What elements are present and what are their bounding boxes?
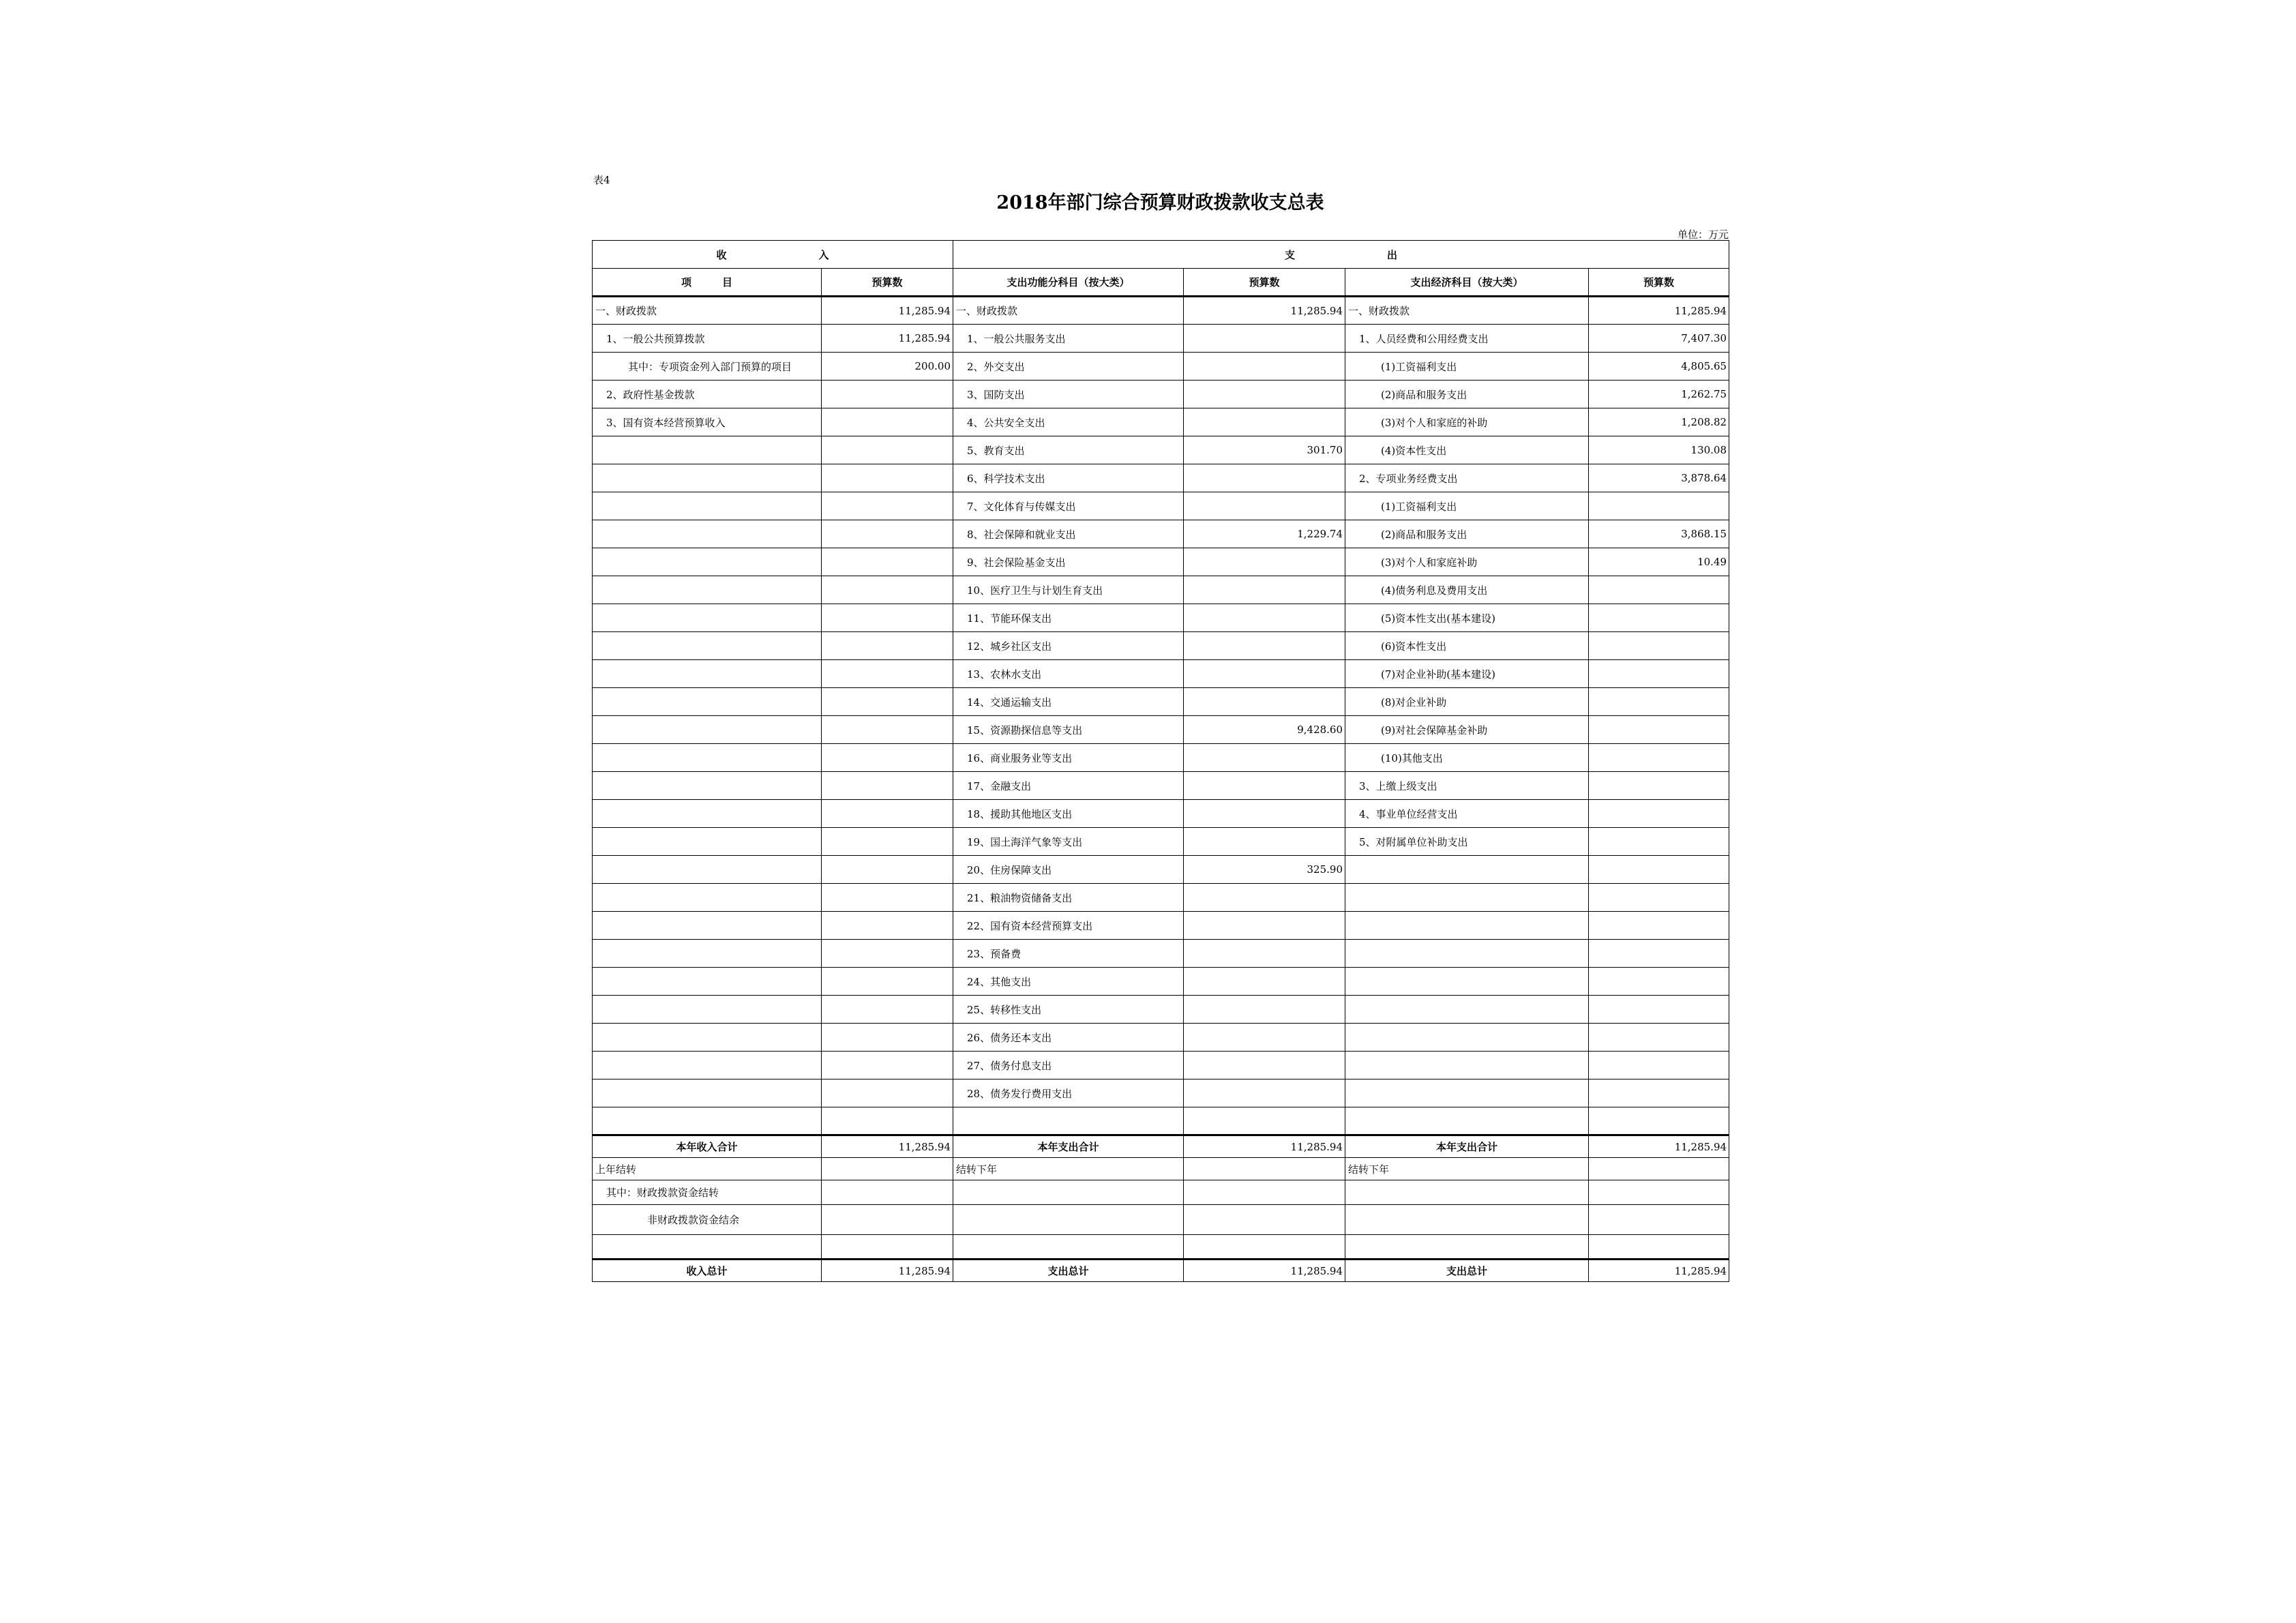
econ-budget-value: 4,805.65 — [1589, 353, 1729, 381]
income-item-name — [593, 660, 822, 688]
func-item-name: 16、商业服务业等支出 — [953, 744, 1184, 772]
income-item-name: 1、一般公共预算拨款 — [593, 325, 822, 353]
income-budget-value — [822, 800, 953, 828]
budget-table-body — [593, 241, 1729, 1282]
func-item-name: 一、财政拨款 — [953, 297, 1184, 325]
table-label: 表4 — [593, 174, 610, 186]
func-item-name: 25、转移性支出 — [953, 996, 1184, 1024]
carryover-row — [593, 1158, 1729, 1180]
econ-item-name — [1345, 1079, 1589, 1107]
table-row — [593, 912, 1729, 940]
carry-income-value — [822, 1235, 953, 1260]
income-item-name — [593, 548, 822, 576]
econ-item-name: (6)资本性支出 — [1345, 632, 1589, 660]
page-title: 2018年部门综合预算财政拨款收支总表 — [996, 192, 1324, 213]
econ-item-name — [1345, 996, 1589, 1024]
income-budget-value — [822, 604, 953, 632]
table-row — [593, 940, 1729, 968]
econ-budget-value — [1589, 828, 1729, 856]
func-item-name: 19、国土海洋气象等支出 — [953, 828, 1184, 856]
income-item-name — [593, 604, 822, 632]
table-row — [593, 1079, 1729, 1107]
income-item-name: 其中：专项资金列入部门预算的项目 — [593, 353, 822, 381]
func-budget-value — [1184, 688, 1345, 716]
econ-item-name: (7)对企业补助(基本建设) — [1345, 660, 1589, 688]
carryover-row — [593, 1235, 1729, 1260]
table-row — [593, 744, 1729, 772]
income-item-name: 2、政府性基金拨款 — [593, 381, 822, 408]
func-budget-value — [1184, 1024, 1345, 1052]
func-budget-value — [1184, 660, 1345, 688]
table-row — [593, 800, 1729, 828]
table-row — [593, 492, 1729, 520]
econ-budget-value — [1589, 1079, 1729, 1107]
func-item-name: 15、资源勘探信息等支出 — [953, 716, 1184, 744]
section-header-row — [593, 241, 1729, 269]
carry-func-value — [1184, 1235, 1345, 1260]
carry-income-name: 其中：财政拨款资金结转 — [593, 1180, 822, 1205]
income-budget-value — [822, 381, 953, 408]
func-item-name: 28、债务发行费用支出 — [953, 1079, 1184, 1107]
table-row — [593, 660, 1729, 688]
carry-func-name — [953, 1180, 1184, 1205]
income-budget-value — [822, 856, 953, 884]
econ-budget-value — [1589, 1107, 1729, 1135]
table-row — [593, 884, 1729, 912]
func-budget-value — [1184, 1107, 1345, 1135]
income-budget-value — [822, 688, 953, 716]
econ-item-name: (2)商品和服务支出 — [1345, 520, 1589, 548]
econ-subtotal-value: 11,285.94 — [1589, 1135, 1729, 1158]
econ-item-name — [1345, 1024, 1589, 1052]
func-budget-value — [1184, 828, 1345, 856]
income-item-name — [593, 632, 822, 660]
econ-budget-value: 1,262.75 — [1589, 381, 1729, 408]
func-budget-value — [1184, 940, 1345, 968]
carry-econ-value — [1589, 1205, 1729, 1235]
income-budget-value — [822, 996, 953, 1024]
func-budget-value — [1184, 464, 1345, 492]
econ-budget-value — [1589, 1024, 1729, 1052]
income-subtotal-value: 11,285.94 — [822, 1135, 953, 1158]
carry-func-value — [1184, 1158, 1345, 1180]
func-budget-value: 325.90 — [1184, 856, 1345, 884]
econ-item-name: (3)对个人和家庭补助 — [1345, 548, 1589, 576]
carry-econ-name: 结转下年 — [1345, 1158, 1589, 1180]
func-budget-value — [1184, 968, 1345, 996]
func-budget-value — [1184, 604, 1345, 632]
econ-item-name — [1345, 940, 1589, 968]
income-budget-value — [822, 940, 953, 968]
func-budget-value: 9,428.60 — [1184, 716, 1345, 744]
func-budget-value: 11,285.94 — [1184, 297, 1345, 325]
econ-budget-value — [1589, 968, 1729, 996]
income-item-name — [593, 520, 822, 548]
income-item-name — [593, 968, 822, 996]
econ-budget-value — [1589, 884, 1729, 912]
econ-budget-value: 3,868.15 — [1589, 520, 1729, 548]
carryover-row — [593, 1205, 1729, 1235]
econ-budget-value — [1589, 856, 1729, 884]
econ-budget-value — [1589, 772, 1729, 800]
income-budget-value — [822, 912, 953, 940]
income-item-name — [593, 912, 822, 940]
func-budget-value — [1184, 884, 1345, 912]
income-total-label: 收入总计 — [593, 1260, 822, 1282]
col-header-econ-budget: 预算数 — [1589, 269, 1729, 297]
income-budget-value — [822, 520, 953, 548]
econ-budget-value — [1589, 1052, 1729, 1079]
income-budget-value — [822, 716, 953, 744]
func-budget-value: 301.70 — [1184, 436, 1345, 464]
table-row — [593, 856, 1729, 884]
econ-budget-value — [1589, 660, 1729, 688]
func-budget-value: 1,229.74 — [1184, 520, 1345, 548]
func-budget-value — [1184, 1052, 1345, 1079]
income-budget-value — [822, 744, 953, 772]
income-item-name — [593, 1052, 822, 1079]
income-budget-value — [822, 1079, 953, 1107]
income-budget-value — [822, 464, 953, 492]
econ-item-name — [1345, 856, 1589, 884]
func-budget-value — [1184, 632, 1345, 660]
func-item-name: 1、一般公共服务支出 — [953, 325, 1184, 353]
func-item-name: 11、节能环保支出 — [953, 604, 1184, 632]
table-row — [593, 325, 1729, 353]
income-budget-value — [822, 1052, 953, 1079]
income-budget-value — [822, 772, 953, 800]
col-header-func-budget: 预算数 — [1184, 269, 1345, 297]
income-budget-value — [822, 408, 953, 436]
table-row — [593, 576, 1729, 604]
income-item-name — [593, 744, 822, 772]
econ-item-name — [1345, 1052, 1589, 1079]
income-section-header: 收 入 — [593, 241, 953, 269]
econ-item-name: (1)工资福利支出 — [1345, 492, 1589, 520]
income-item-name: 3、国有资本经营预算收入 — [593, 408, 822, 436]
table-row — [593, 548, 1729, 576]
func-subtotal-value: 11,285.94 — [1184, 1135, 1345, 1158]
income-budget-value — [822, 548, 953, 576]
econ-budget-value — [1589, 800, 1729, 828]
func-item-name: 27、债务付息支出 — [953, 1052, 1184, 1079]
func-item-name: 21、粮油物资储备支出 — [953, 884, 1184, 912]
func-budget-value — [1184, 576, 1345, 604]
econ-budget-value: 10.49 — [1589, 548, 1729, 576]
income-item-name — [593, 996, 822, 1024]
carry-income-name — [593, 1235, 822, 1260]
econ-budget-value — [1589, 744, 1729, 772]
func-item-name: 13、农林水支出 — [953, 660, 1184, 688]
income-item-name — [593, 1079, 822, 1107]
income-item-name — [593, 828, 822, 856]
econ-item-name — [1345, 1107, 1589, 1135]
func-budget-value — [1184, 408, 1345, 436]
table-row — [593, 297, 1729, 325]
carry-econ-value — [1589, 1158, 1729, 1180]
econ-item-name: (9)对社会保障基金补助 — [1345, 716, 1589, 744]
func-budget-value — [1184, 325, 1345, 353]
econ-total-label: 支出总计 — [1345, 1260, 1589, 1282]
carry-econ-value — [1589, 1235, 1729, 1260]
carry-func-value — [1184, 1205, 1345, 1235]
budget-table — [592, 240, 1729, 1282]
func-item-name: 2、外交支出 — [953, 353, 1184, 381]
econ-budget-value — [1589, 492, 1729, 520]
func-budget-value — [1184, 548, 1345, 576]
table-row — [593, 1052, 1729, 1079]
func-subtotal-label: 本年支出合计 — [953, 1135, 1184, 1158]
econ-item-name: (1)工资福利支出 — [1345, 353, 1589, 381]
income-item-name — [593, 800, 822, 828]
income-subtotal-label: 本年收入合计 — [593, 1135, 822, 1158]
func-item-name: 6、科学技术支出 — [953, 464, 1184, 492]
table-row — [593, 520, 1729, 548]
table-row — [593, 772, 1729, 800]
income-budget-value: 11,285.94 — [822, 297, 953, 325]
econ-item-name: (8)对企业补助 — [1345, 688, 1589, 716]
expense-section-header: 支 出 — [953, 241, 1729, 269]
econ-total-value: 11,285.94 — [1589, 1260, 1729, 1282]
income-budget-value: 200.00 — [822, 353, 953, 381]
func-budget-value — [1184, 996, 1345, 1024]
econ-item-name — [1345, 912, 1589, 940]
income-budget-value — [822, 884, 953, 912]
table-row — [593, 604, 1729, 632]
econ-budget-value — [1589, 996, 1729, 1024]
func-total-label: 支出总计 — [953, 1260, 1184, 1282]
income-item-name — [593, 464, 822, 492]
income-item-name — [593, 492, 822, 520]
income-item-name — [593, 576, 822, 604]
income-item-name — [593, 1024, 822, 1052]
carry-econ-value — [1589, 1180, 1729, 1205]
func-item-name: 20、住房保障支出 — [953, 856, 1184, 884]
carry-income-name: 非财政拨款资金结余 — [593, 1205, 822, 1235]
carry-econ-name — [1345, 1235, 1589, 1260]
income-budget-value — [822, 576, 953, 604]
carry-func-name — [953, 1205, 1184, 1235]
func-item-name: 22、国有资本经营预算支出 — [953, 912, 1184, 940]
econ-item-name: 2、专项业务经费支出 — [1345, 464, 1589, 492]
func-item-name: 8、社会保障和就业支出 — [953, 520, 1184, 548]
carry-income-name: 上年结转 — [593, 1158, 822, 1180]
table-row — [593, 1024, 1729, 1052]
table-row — [593, 408, 1729, 436]
table-row — [593, 436, 1729, 464]
func-item-name: 14、交通运输支出 — [953, 688, 1184, 716]
income-item-name — [593, 856, 822, 884]
func-item-name — [953, 1107, 1184, 1135]
func-item-name: 9、社会保险基金支出 — [953, 548, 1184, 576]
func-budget-value — [1184, 800, 1345, 828]
income-total-value: 11,285.94 — [822, 1260, 953, 1282]
func-item-name: 12、城乡社区支出 — [953, 632, 1184, 660]
func-item-name: 4、公共安全支出 — [953, 408, 1184, 436]
func-item-name: 7、文化体育与传媒支出 — [953, 492, 1184, 520]
carry-econ-name — [1345, 1205, 1589, 1235]
econ-item-name: 一、财政拨款 — [1345, 297, 1589, 325]
econ-item-name: (3)对个人和家庭的补助 — [1345, 408, 1589, 436]
table-row — [593, 716, 1729, 744]
table-row — [593, 464, 1729, 492]
income-item-name — [593, 1107, 822, 1135]
econ-item-name: (2)商品和服务支出 — [1345, 381, 1589, 408]
income-budget-value — [822, 828, 953, 856]
func-item-name: 5、教育支出 — [953, 436, 1184, 464]
econ-budget-value — [1589, 940, 1729, 968]
func-item-name: 3、国防支出 — [953, 381, 1184, 408]
income-budget-value — [822, 1107, 953, 1135]
econ-item-name: 1、人员经费和公用经费支出 — [1345, 325, 1589, 353]
econ-item-name: (4)债务利息及费用支出 — [1345, 576, 1589, 604]
column-header-row — [593, 269, 1729, 297]
income-budget-value — [822, 1024, 953, 1052]
func-item-name: 24、其他支出 — [953, 968, 1184, 996]
econ-budget-value: 11,285.94 — [1589, 297, 1729, 325]
table-row — [593, 353, 1729, 381]
table-row — [593, 632, 1729, 660]
econ-budget-value — [1589, 688, 1729, 716]
func-item-name: 23、预备费 — [953, 940, 1184, 968]
func-budget-value — [1184, 353, 1345, 381]
income-item-name — [593, 688, 822, 716]
func-budget-value — [1184, 912, 1345, 940]
carry-econ-name — [1345, 1180, 1589, 1205]
econ-budget-value — [1589, 576, 1729, 604]
carryover-row — [593, 1180, 1729, 1205]
econ-subtotal-label: 本年支出合计 — [1345, 1135, 1589, 1158]
func-budget-value — [1184, 1079, 1345, 1107]
table-row — [593, 828, 1729, 856]
econ-budget-value: 7,407.30 — [1589, 325, 1729, 353]
econ-budget-value: 3,878.64 — [1589, 464, 1729, 492]
econ-item-name: 4、事业单位经营支出 — [1345, 800, 1589, 828]
econ-budget-value: 130.08 — [1589, 436, 1729, 464]
income-item-name: 一、财政拨款 — [593, 297, 822, 325]
table-row — [593, 968, 1729, 996]
econ-item-name: 3、上缴上级支出 — [1345, 772, 1589, 800]
func-total-value: 11,285.94 — [1184, 1260, 1345, 1282]
carry-income-value — [822, 1205, 953, 1235]
econ-item-name — [1345, 968, 1589, 996]
func-budget-value — [1184, 381, 1345, 408]
carry-func-name — [953, 1235, 1184, 1260]
econ-budget-value — [1589, 604, 1729, 632]
col-header-econ: 支出经济科目（按大类） — [1345, 269, 1589, 297]
econ-item-name: 5、对附属单位补助支出 — [1345, 828, 1589, 856]
income-item-name — [593, 884, 822, 912]
func-budget-value — [1184, 744, 1345, 772]
econ-item-name: (5)资本性支出(基本建设) — [1345, 604, 1589, 632]
econ-budget-value — [1589, 912, 1729, 940]
table-row — [593, 996, 1729, 1024]
income-budget-value — [822, 492, 953, 520]
income-budget-value — [822, 436, 953, 464]
func-item-name: 26、债务还本支出 — [953, 1024, 1184, 1052]
carry-income-value — [822, 1180, 953, 1205]
income-budget-value: 11,285.94 — [822, 325, 953, 353]
income-budget-value — [822, 968, 953, 996]
econ-budget-value — [1589, 632, 1729, 660]
income-item-name — [593, 436, 822, 464]
func-budget-value — [1184, 772, 1345, 800]
income-budget-value — [822, 660, 953, 688]
carry-income-value — [822, 1158, 953, 1180]
income-item-name — [593, 716, 822, 744]
col-header-func: 支出功能分科目（按大类） — [953, 269, 1184, 297]
func-item-name: 10、医疗卫生与计划生育支出 — [953, 576, 1184, 604]
func-item-name: 18、援助其他地区支出 — [953, 800, 1184, 828]
econ-budget-value: 1,208.82 — [1589, 408, 1729, 436]
col-header-item: 项 目 — [593, 269, 822, 297]
econ-item-name — [1345, 884, 1589, 912]
subtotal-row — [593, 1135, 1729, 1158]
econ-item-name: (4)资本性支出 — [1345, 436, 1589, 464]
grand-total-row — [593, 1260, 1729, 1282]
carry-func-value — [1184, 1180, 1345, 1205]
table-row — [593, 381, 1729, 408]
table-row — [593, 1107, 1729, 1135]
income-item-name — [593, 772, 822, 800]
table-row — [593, 688, 1729, 716]
carry-func-name: 结转下年 — [953, 1158, 1184, 1180]
func-budget-value — [1184, 492, 1345, 520]
income-budget-value — [822, 632, 953, 660]
income-item-name — [593, 940, 822, 968]
econ-budget-value — [1589, 716, 1729, 744]
unit-note: 单位：万元 — [1677, 228, 1729, 241]
col-header-income-budget: 预算数 — [822, 269, 953, 297]
func-item-name: 17、金融支出 — [953, 772, 1184, 800]
econ-item-name: (10)其他支出 — [1345, 744, 1589, 772]
